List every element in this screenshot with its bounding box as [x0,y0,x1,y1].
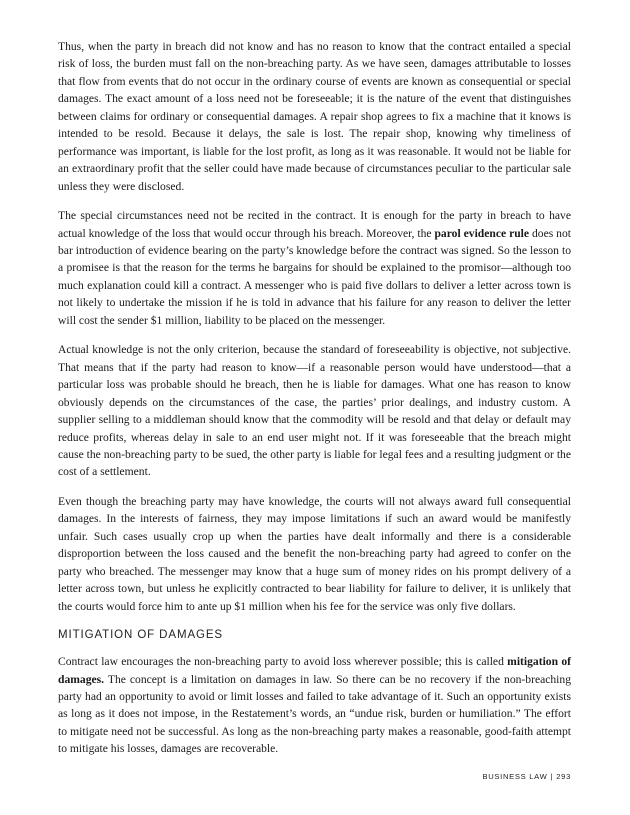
paragraph-text: The special circumstances need not be recited in the contract. It is enough for the party in breach to have actual knowledge of the loss that would occur through his breach. Moreover, the [58,209,571,240]
page-number: 293 [556,772,571,781]
paragraph-actual-knowledge: Actual knowledge is not the only criterion, because the standard of foreseeability is objective, not subjective. That means that if the party had reason to know—if a reasonable person would have understood—that a particular loss was probable should he breach, then he is liable for damages. What one has reason to know obviously depends on the circumstances of the case, the parties’ prior dealings, and industry custom. A supplier selling to a middleman should know that the commodity will be resold and that delay or default may reduce profits, whereas delay in sale to an end user might not. If it was foreseeable that the breach might cause the non-breaching party to be sued, the other party is liable for legal fees and a resulting judgment or the cost of a settlement. [58,343,571,479]
paragraph-text: does not bar introduction of evidence bearing on the party’s knowledge before the contract was signed. So the lesson to a promisee is that the reason for the terms he bargains for should be explained to the promisor—although too much explanation could kill a contract. A messenger who is paid five dollars to deliver a letter across town is not likely to undertake the mission if he is told in advance that his failure for any reason to deliver the letter will cost the sender $1 million, liability to be placed on the messenger. [58,226,571,327]
paragraph-fairness-limitations: Even though the breaching party may have knowledge, the courts will not always award full consequential damages. In the interests of fairness, they may impose limitations if such an award would be manifestly unfair. Such cases usually crop up when the parties have dealt informally and there is a considerable disproportion between the loss caused and the benefit the non-breaching party had agreed to confer on the party who breached. The messenger may know that a huge sum of money rides on his prompt delivery of a letter across town, but unless he explicitly contracted to bear liability for failure to deliver, it is unlikely that the courts would force him to ante up $1 million when his fee for the service was only five dollars. [58,494,571,613]
paragraph-text: The concept is a limitation on damages in law. So there can be no recovery if the non-breaching party had an opportunity to avoid or limit losses and failed to take advantage of it. Such an opportunity exists as long as it does not impose, in the Restatement’s words, an “undue risk, burden or humiliation.” The effort to mitigate need not be successful. As long as the non-breaching party makes a reasonable, good-faith attempt to mitigate his losses, damages are recoverable. [58,672,571,756]
section-heading: MITIGATION OF DAMAGES [58,629,223,642]
bold-term-mitigation-of-damages: mitigation of damages. [58,655,572,686]
page-footer [482,772,571,781]
paragraph-special-circumstances [58,207,571,329]
paragraph-mitigation [58,653,571,758]
footer-book-title: BUSINESS LAW [482,772,548,781]
document-page [58,38,571,770]
paragraph-consequential-damages: Thus, when the party in breach did not know and has no reason to know that the contract entailed a special risk of loss, the burden must fall on the non-breaching party. As we have seen, damages attributable to losses that flow from events that do not occur in the ordinary course of events are known as consequential or special damages. The exact amount of a loss need not be foreseeable; it is the nature of the event that distinguishes between claims for ordinary or consequential damages. A repair shop agrees to fix a machine that it knows is intended to be resold. Because it delays, the sale is lost. The repair shop, knowing why timeliness of performance was important, is liable for the lost profit, as long as it was reasonable. It would not be liable for an extraordinary profit that the seller could have made because of circumstances peculiar to the particular sale unless they were disclosed. [58,40,571,193]
bold-term-parol-evidence-rule: parol evidence rule [434,226,530,240]
footer-separator: | [550,772,554,781]
paragraph-text: Contract law encourages the non-breaching party to avoid loss wherever possible; this is called [58,655,508,669]
